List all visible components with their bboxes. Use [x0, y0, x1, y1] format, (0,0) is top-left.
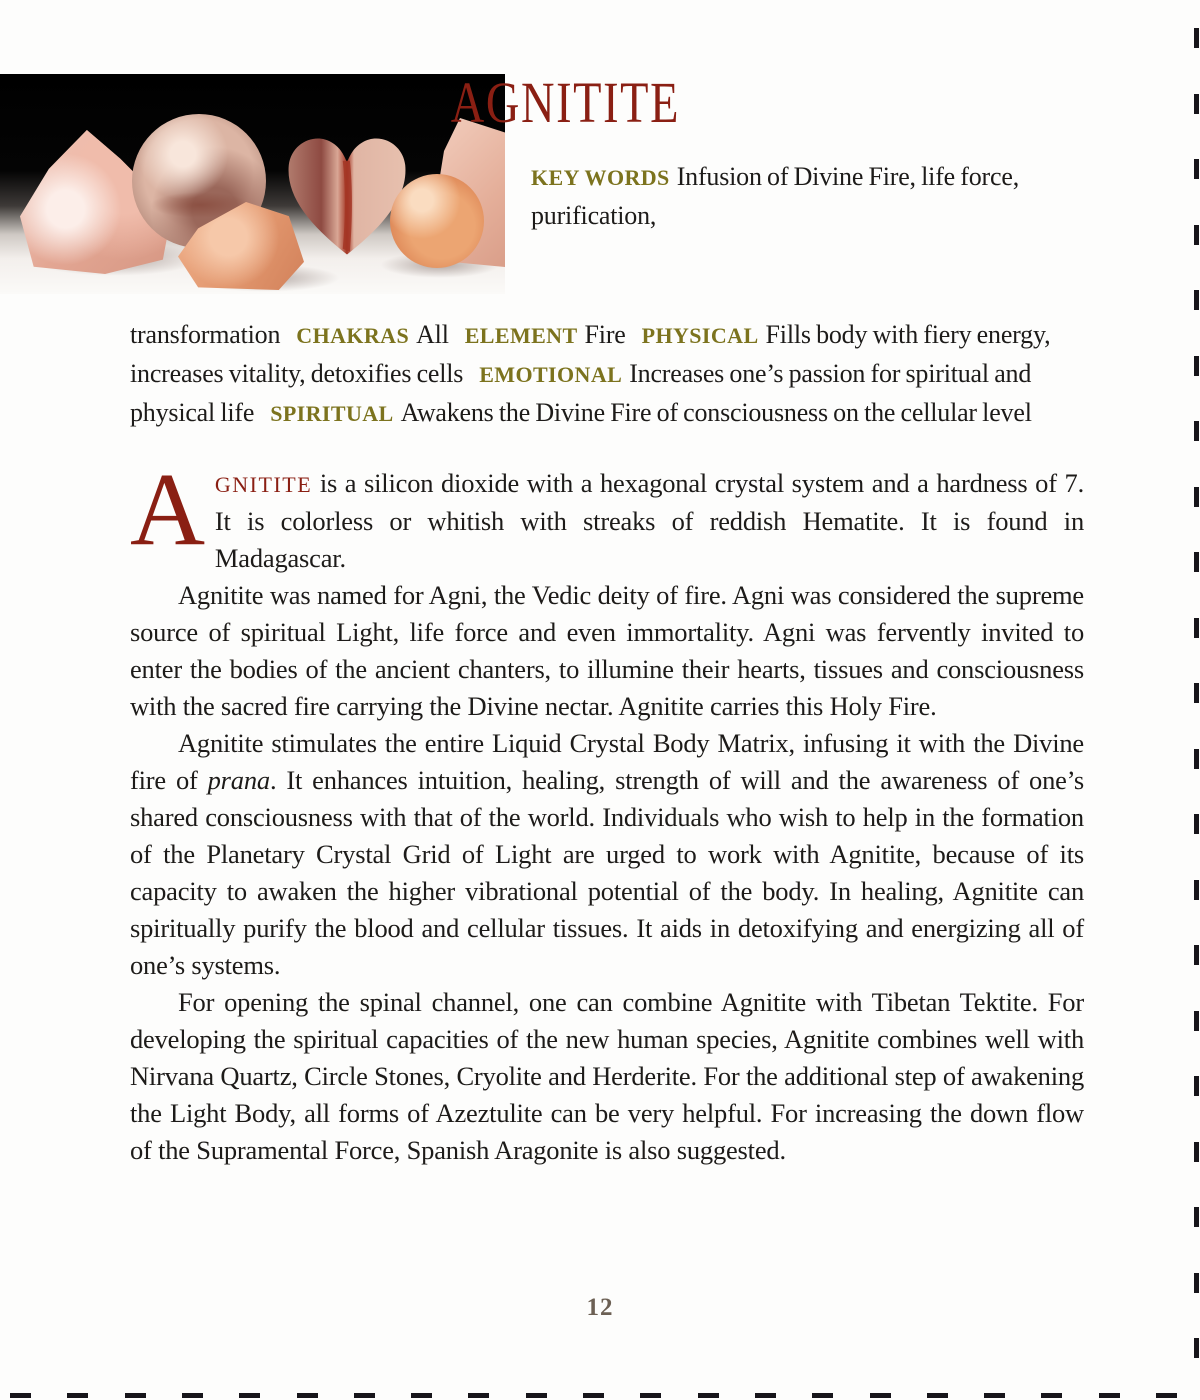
key-words-label: KEY WORDS	[531, 165, 670, 190]
right-edge-mark	[1194, 1207, 1199, 1227]
right-edge-mark	[1194, 683, 1199, 703]
bottom-edge-mark	[927, 1393, 948, 1398]
right-edge-mark	[1194, 290, 1199, 310]
bottom-edge-mark	[1156, 1393, 1177, 1398]
page-title: AGNITITE	[450, 70, 681, 135]
bottom-edge-mark	[698, 1393, 719, 1398]
right-edge-mark	[1194, 1076, 1199, 1096]
element-label: ELEMENT	[464, 323, 578, 348]
paragraph-3-italic-word: prana	[207, 765, 270, 795]
right-edge-mark	[1194, 618, 1199, 638]
paragraph-1	[130, 452, 1084, 577]
right-edge-mark	[1194, 1011, 1199, 1031]
bottom-edge-mark	[354, 1393, 375, 1398]
paragraph-3	[130, 725, 1084, 984]
bottom-edge-mark	[583, 1393, 604, 1398]
right-edge-mark	[1194, 880, 1199, 900]
right-edge-mark	[1194, 28, 1199, 48]
physical-label: PHYSICAL	[641, 323, 759, 348]
bottom-edge-mark	[411, 1393, 432, 1398]
paragraph-3-end: . It enhances intuition, healing, strength of will and the awareness of one’s shared consciousness with that of the world. Individuals who wish to help in the formation of the Planetary Crystal Grid of Light are urged to work with Agnitite, because of its capacity to awaken the higher vibrational potential of the body. In healing, Agnitite can spiritually purify the blood and cellular tissues. It aids in detoxifying and energizing all of one’s systems.	[130, 765, 1084, 980]
element-value: Fire	[584, 320, 626, 349]
article-body	[130, 452, 1084, 1169]
bottom-edge-mark	[812, 1393, 833, 1398]
right-edge-mark	[1194, 1338, 1199, 1358]
chakras-label: CHAKRAS	[296, 323, 410, 348]
bottom-edge-mark	[67, 1393, 88, 1398]
right-edge-mark	[1194, 356, 1199, 376]
paragraph-2: Agnitite was named for Agni, the Vedic deity of fire. Agni was considered the supreme source of spiritual Light, life force and even immortality. Agni was fervently invited to enter the bodies of the ancient chanters, to illumine their hearts, tissues and consciousness with the sacred fire carrying the Divine nectar. Agnitite carries this Holy Fire.	[130, 580, 1084, 721]
physical-value: Fills body with fiery energy, increases vitality, detoxifies cells	[130, 320, 1051, 388]
right-edge-mark	[1194, 1273, 1199, 1293]
paragraph-1-text: is a silicon dioxide with a hexagonal crystal system and a hardness of 7. It is colorless or whitish with streaks of reddish Hematite. It is found in Madagascar.	[214, 468, 1084, 573]
right-edge-mark	[1194, 159, 1199, 179]
right-edge-mark	[1194, 421, 1199, 441]
small-crystal-sphere	[390, 174, 484, 268]
bottom-edge-mark	[10, 1393, 31, 1398]
right-edge-mark	[1194, 814, 1199, 834]
key-words-value: Infusion of Divine Fire, life force, purification, transformation	[130, 162, 1019, 349]
bottom-edge-mark	[297, 1393, 318, 1398]
paragraph-3-start: Agnitite stimulates the entire Liquid Crystal Body Matrix, infusing it with the Divine fire of	[130, 728, 1084, 795]
right-edge-mark	[1194, 487, 1199, 507]
paragraph-4: For opening the spinal channel, one can combine Agnitite with Tibetan Tektite. For developing the spiritual capacities of the new human species, Agnitite combines well with Nirvana Quartz, Circle Stones, Cryolite and Herderite. For the additional step of awakening the Light Body, all forms of Azeztulite can be very helpful. For increasing the down flow of the Supramental Force, Spanish Aragonite is also suggested.	[130, 987, 1084, 1165]
bottom-edge-mark	[125, 1393, 146, 1398]
dropcap-letter: A	[130, 452, 205, 567]
chakras-value: All	[416, 320, 449, 349]
emotional-label: EMOTIONAL	[479, 362, 623, 387]
bottom-edge-mark	[640, 1393, 661, 1398]
bottom-edge-mark	[468, 1393, 489, 1398]
spiritual-label: SPIRITUAL	[270, 401, 394, 426]
bottom-edge-mark	[1041, 1393, 1062, 1398]
spiritual-value: Awakens the Divine Fire of consciousness on the cellular level	[400, 398, 1032, 427]
bottom-edge-mark	[526, 1393, 547, 1398]
bottom-edge-mark	[182, 1393, 203, 1398]
right-edge-mark	[1194, 945, 1199, 965]
lead-word: GNITITE	[214, 472, 313, 497]
bottom-edge-mark	[755, 1393, 776, 1398]
page-number: 12	[586, 1294, 614, 1321]
bottom-edge-mark	[239, 1393, 260, 1398]
right-edge-mark	[1194, 749, 1199, 769]
emotional-value: Increases one’s passion for spiritual and physical life	[130, 359, 1032, 427]
right-edge-mark	[1194, 552, 1199, 572]
bottom-edge-mark	[870, 1393, 891, 1398]
page-content	[0, 70, 1200, 1169]
bottom-edge-mark	[984, 1393, 1005, 1398]
right-edge-mark	[1194, 225, 1199, 245]
right-edge-mark	[1194, 1142, 1199, 1162]
right-edge-mark	[1194, 94, 1199, 114]
bottom-edge-mark	[1099, 1393, 1120, 1398]
